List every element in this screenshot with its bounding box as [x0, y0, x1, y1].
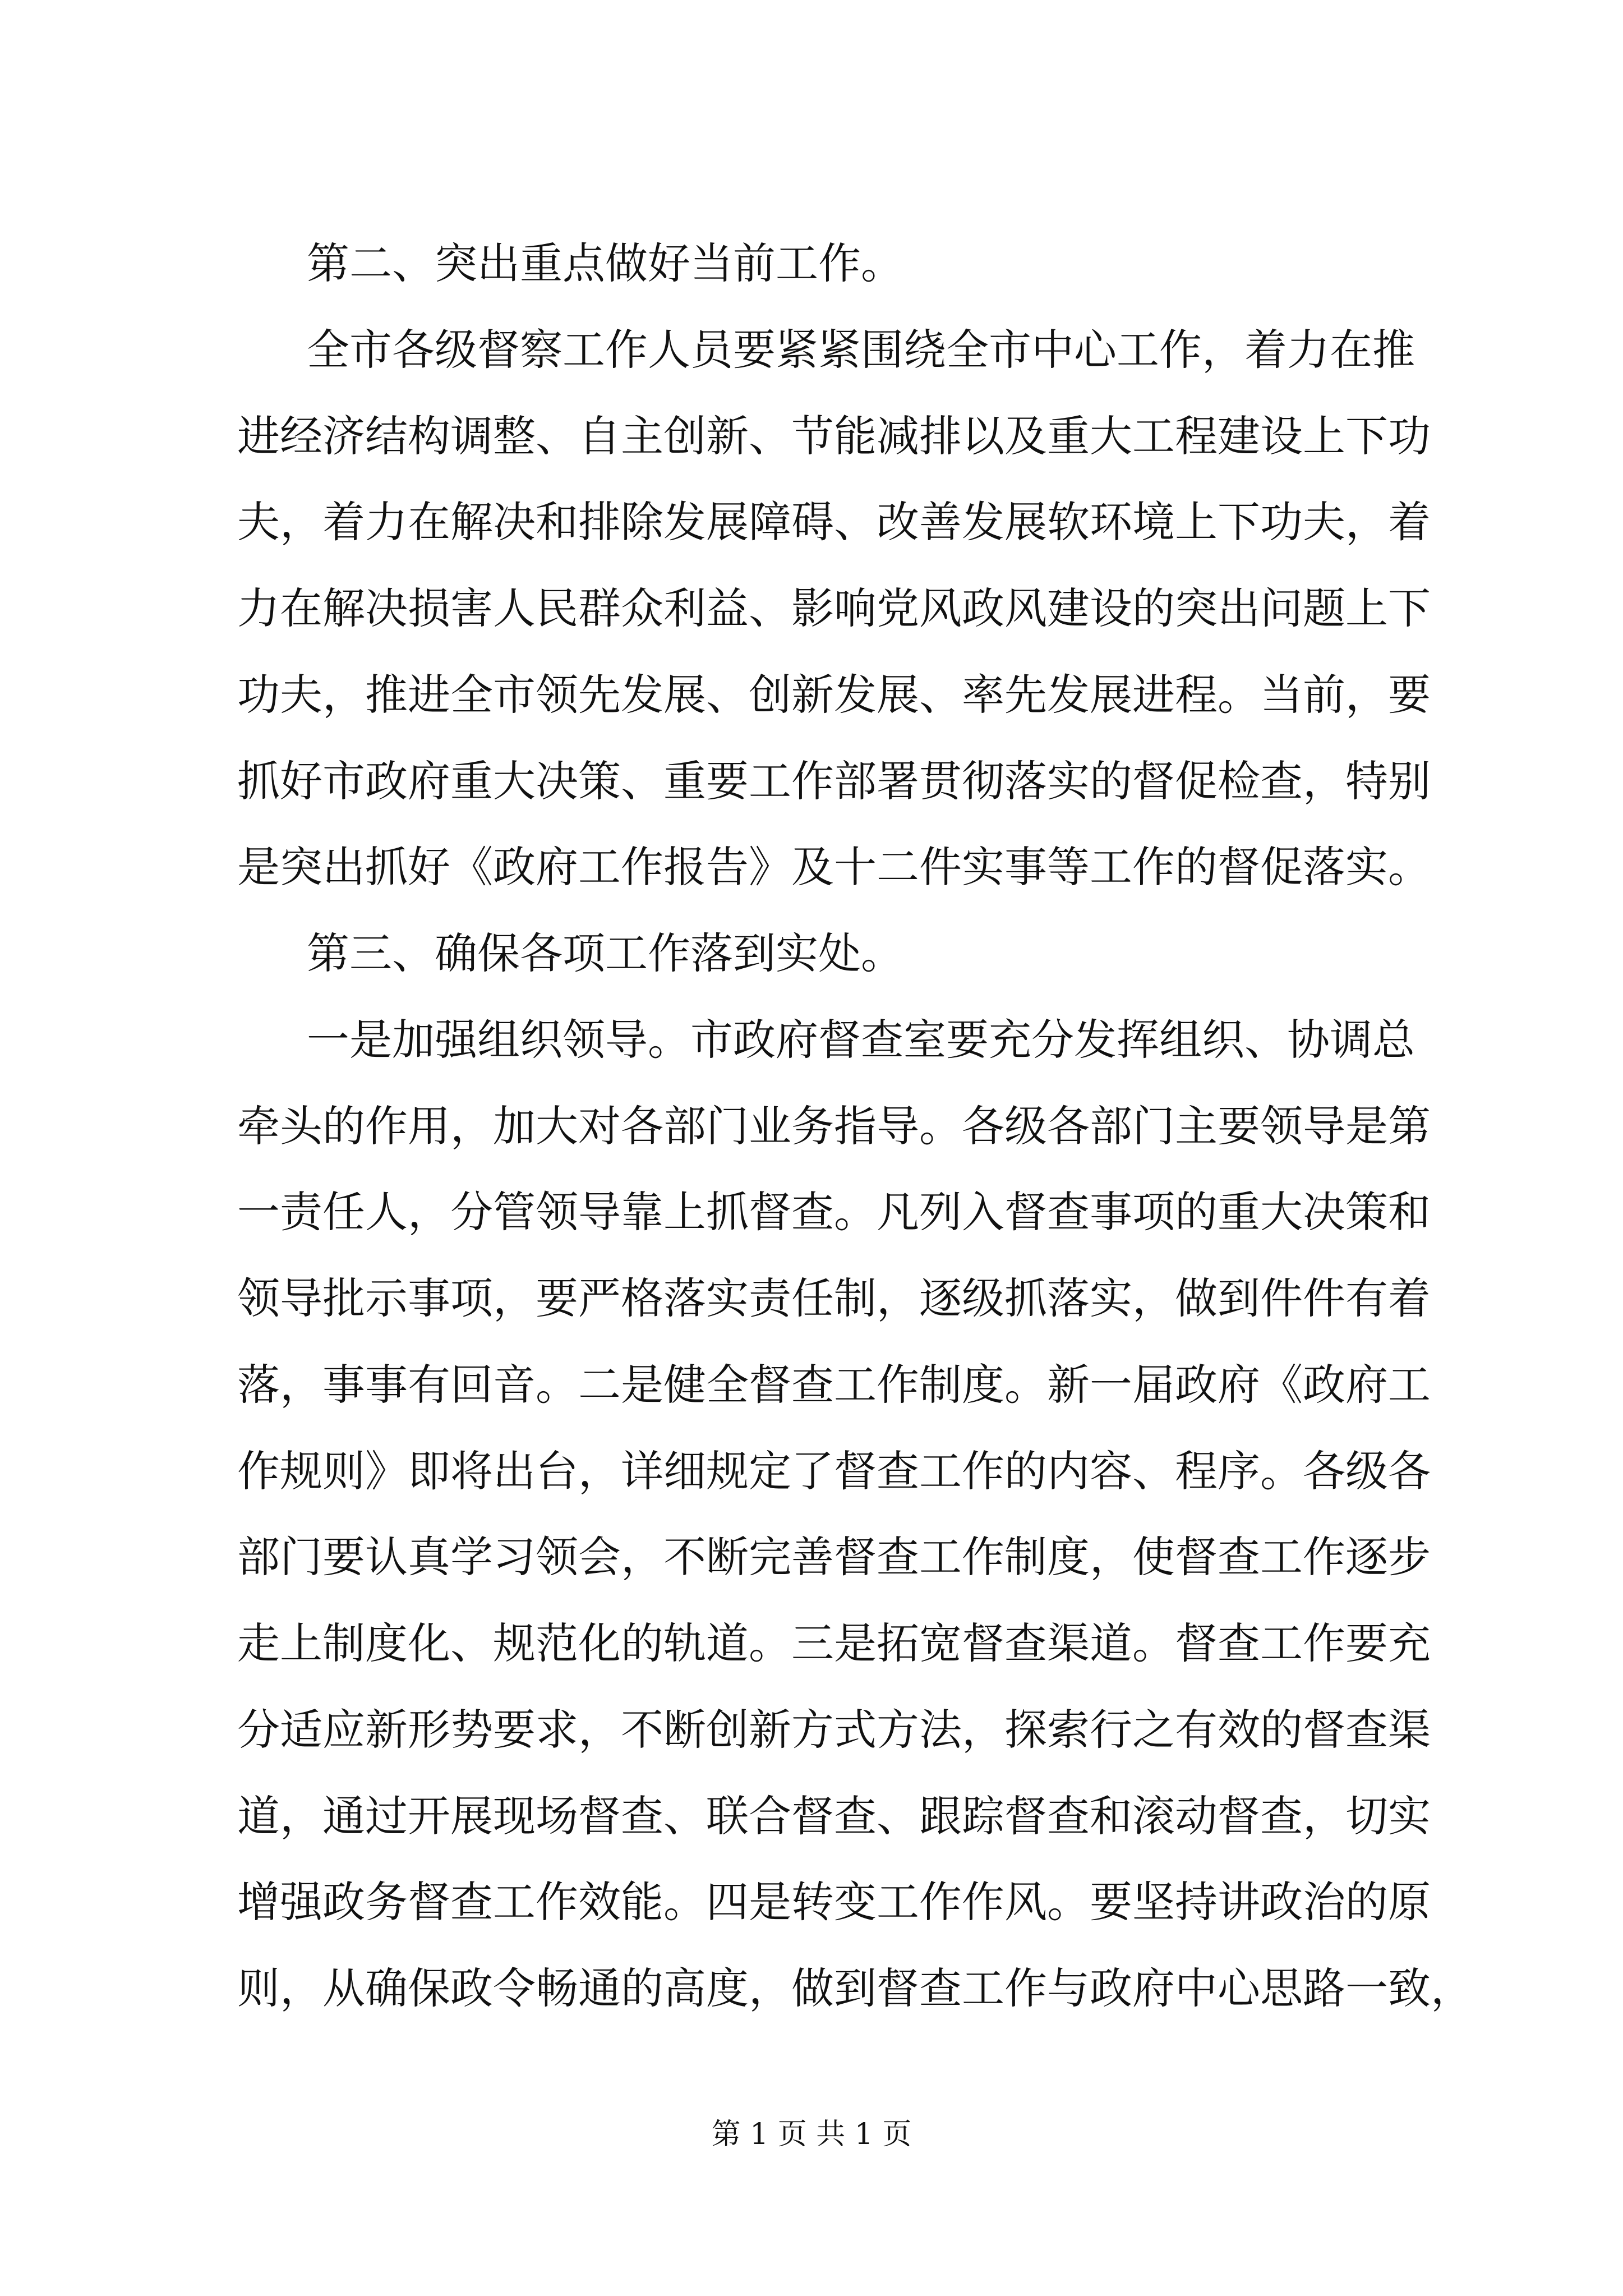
paragraph-line: 走上制度化、规范化的轨道。三是拓宽督查渠道。督查工作要充 — [237, 1618, 1431, 1668]
paragraph-line: 进经济结构调整、自主创新、节能减排以及重大工程建设上下功 — [237, 411, 1431, 461]
paragraph-line: 全市各级督察工作人员要紧紧围绕全市中心工作，着力在推 — [307, 325, 1415, 375]
heading-section-two: 第二、突出重点做好当前工作。 — [307, 238, 903, 288]
paragraph-line: 牵头的作用，加大对各部门业务指导。各级各部门主要领导是第 — [237, 1101, 1431, 1151]
paragraph-line: 功夫，推进全市领先发展、创新发展、率先发展进程。当前，要 — [237, 670, 1431, 720]
paragraph-line: 落，事事有回音。二是健全督查工作制度。新一届政府《政府工 — [237, 1360, 1431, 1410]
paragraph-line: 道，通过开展现场督查、联合督查、跟踪督查和滚动督查，切实 — [237, 1791, 1431, 1841]
page-number-footer: 第 1 页 共 1 页 — [711, 2118, 912, 2151]
paragraph-line: 力在解决损害人民群众利益、影响党风政风建设的突出问题上下 — [237, 583, 1431, 633]
paragraph-line: 增强政务督查工作效能。四是转变工作作风。要坚持讲政治的原 — [237, 1877, 1431, 1927]
paragraph-line: 则，从确保政令畅通的高度，做到督查工作与政府中心思路一致， — [237, 1963, 1473, 2013]
paragraph-line: 一是加强组织领导。市政府督查室要充分发挥组织、协调总 — [307, 1015, 1415, 1065]
paragraph-line: 夫，着力在解决和排除发展障碍、改善发展软环境上下功夫，着 — [237, 497, 1431, 547]
paragraph-line: 领导批示事项，要严格落实责任制，逐级抓落实，做到件件有着 — [237, 1273, 1431, 1323]
paragraph-line: 部门要认真学习领会，不断完善督查工作制度，使督查工作逐步 — [237, 1532, 1431, 1582]
paragraph-line: 抓好市政府重大决策、重要工作部署贯彻落实的督促检查，特别 — [237, 756, 1431, 806]
paragraph-line: 分适应新形势要求，不断创新方式方法，探索行之有效的督查渠 — [237, 1705, 1431, 1755]
heading-section-three: 第三、确保各项工作落到实处。 — [307, 928, 903, 978]
paragraph-line: 一责任人，分管领导靠上抓督查。凡列入督查事项的重大决策和 — [237, 1187, 1431, 1237]
paragraph-line: 作规则》即将出台，详细规定了督查工作的内容、程序。各级各 — [237, 1446, 1431, 1496]
paragraph-line: 是突出抓好《政府工作报告》及十二件实事等工作的督促落实。 — [237, 842, 1431, 892]
